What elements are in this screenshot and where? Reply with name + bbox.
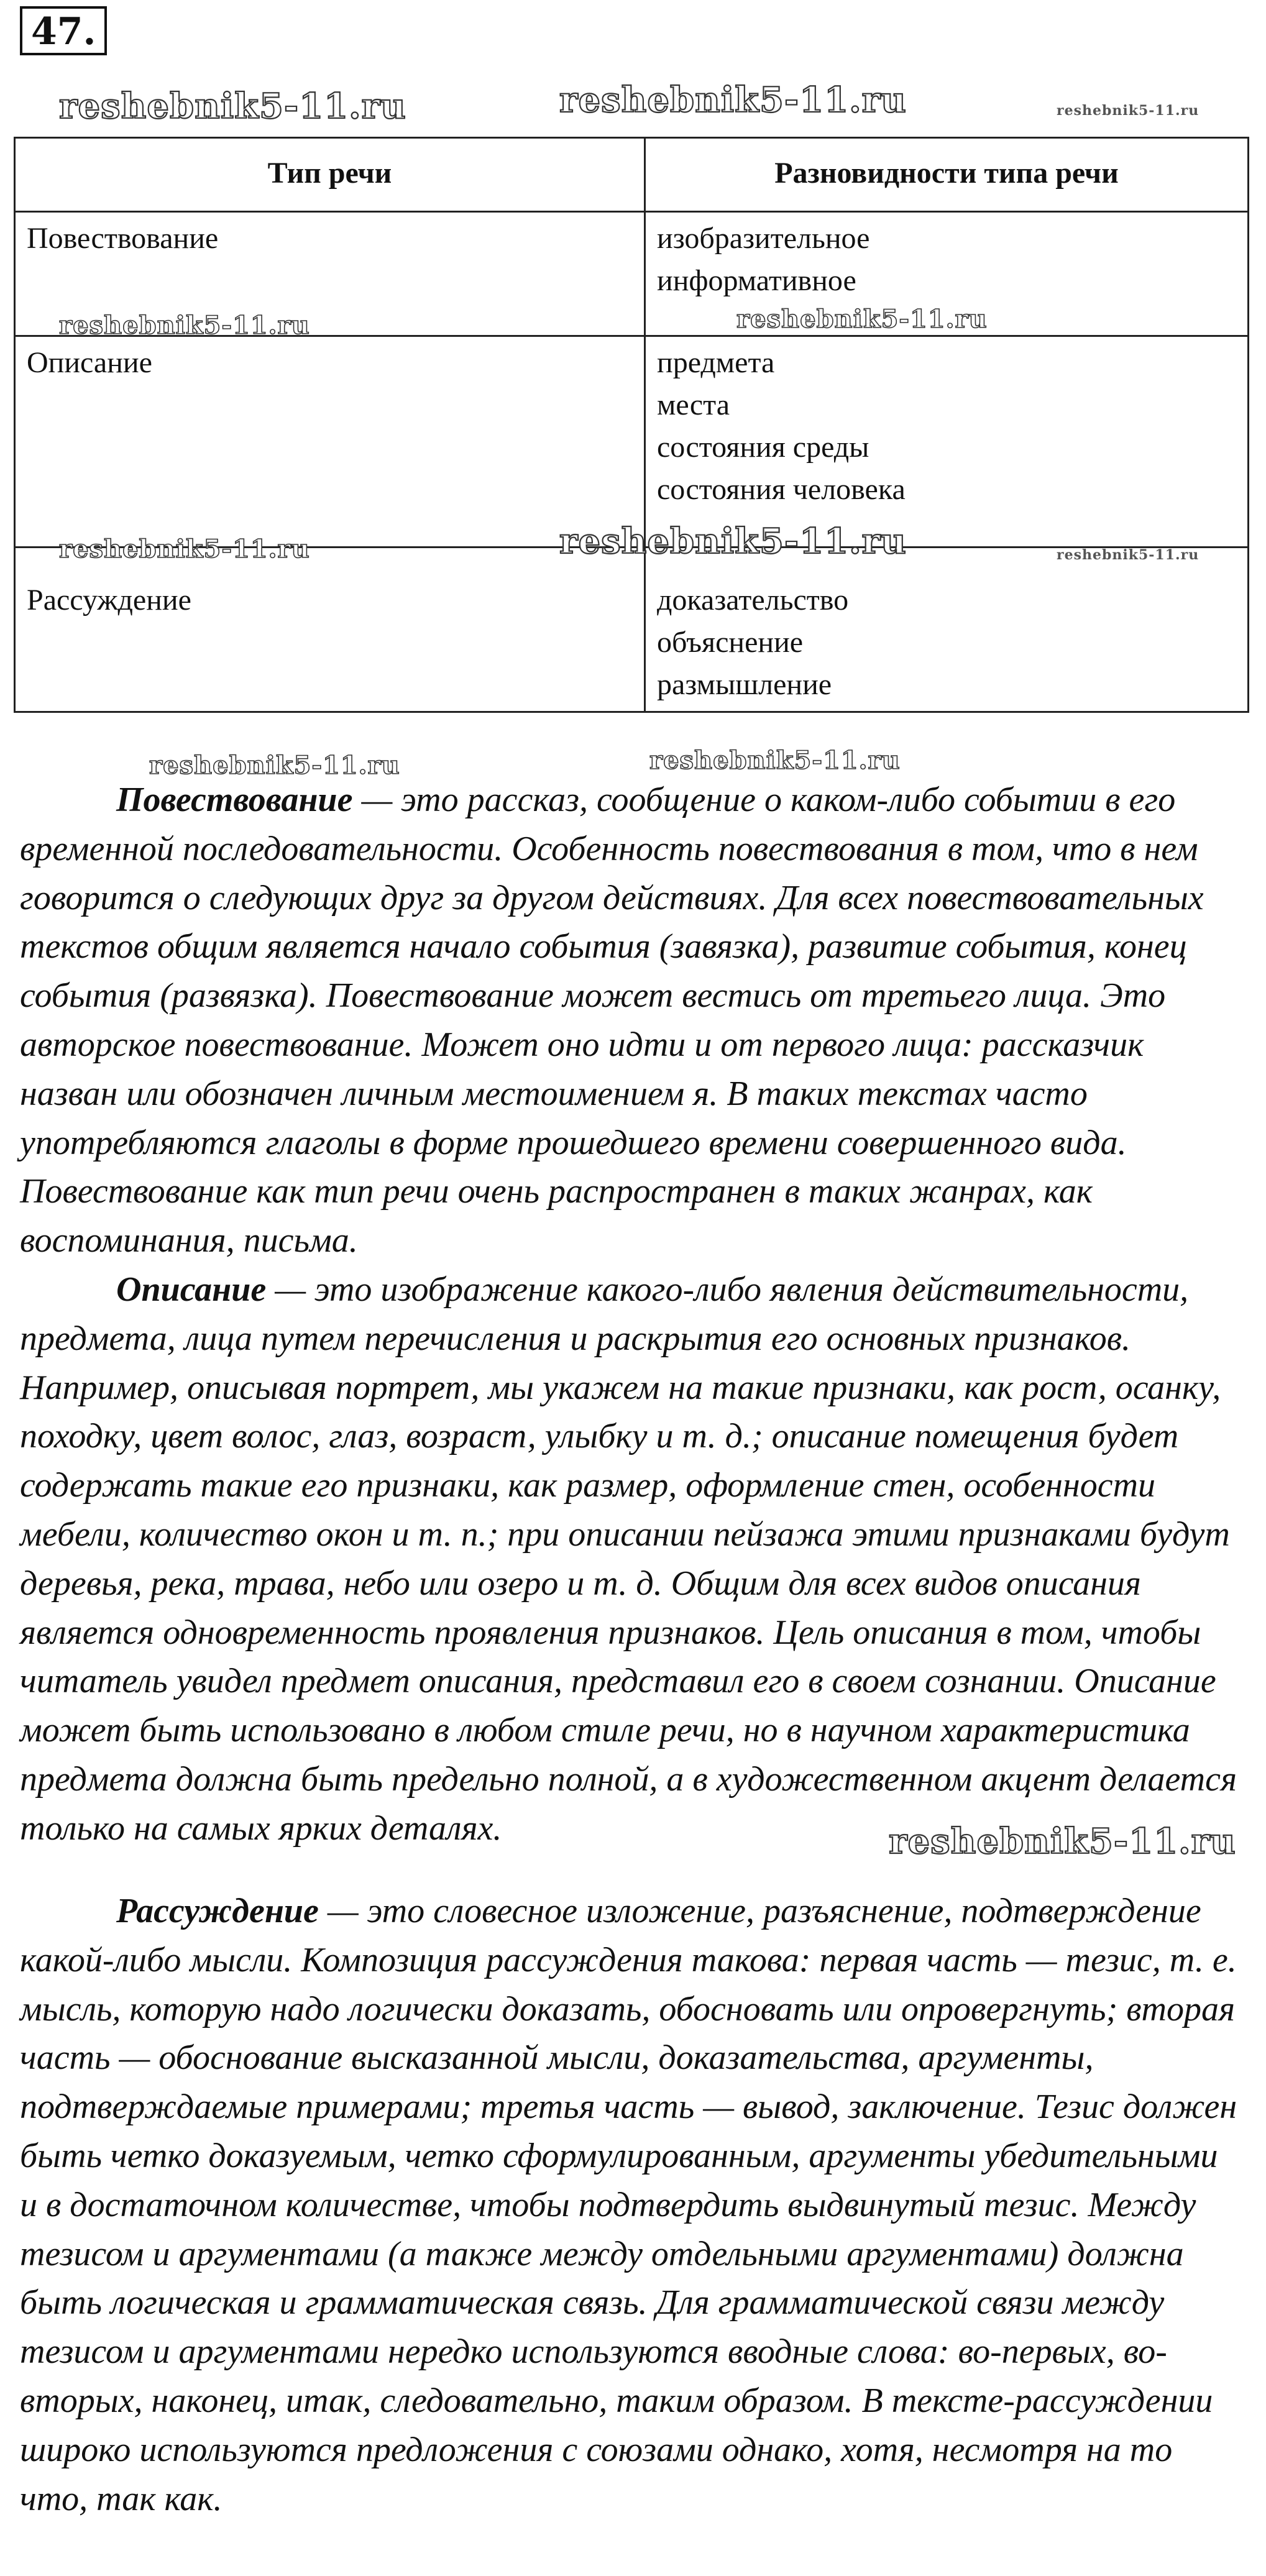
variant-item: изобразительное: [657, 222, 870, 255]
watermark: reshebnik5-11.ru: [649, 746, 901, 775]
watermark: reshebnik5-11.ru: [1057, 547, 1199, 563]
paragraph-text: — это словесное изложение, разъяснение, подтверждение какой-либо мысли. Композиция рассуждения такова: первая часть — тезис, т. е. мысль, которую надо логически доказать, обосновать или опровергнуть; вторая часть — обоснование высказанной мысли, доказательства, аргументы, подтверждаемые примерами; третья часть — вывод, заключение. Тезис должен быть четко доказуемым, четко сформулированным, аргументы убедительными и в достаточном количестве, чтобы подтвердить выдвинутый тезис. Между тезисом и аргументами (а также между отдельными аргументами) должна быть логическая и грамматическая связь. Для грамматической связи между тезисом и аргументами нередко используются вводные слова: во-первых, во-вторых, наконец, итак, следовательно, таким образом. В тексте-рассуждении широко используются предложения с союзами однако, хотя, несмотря на то что, так как.: [20, 1892, 1237, 2518]
table-row: [15, 336, 1249, 548]
watermark: reshebnik5-11.ru: [559, 521, 907, 562]
variant-item: состояния человека: [657, 473, 906, 506]
watermark: reshebnik5-11.ru: [889, 1821, 1236, 1862]
paragraph-text: — это рассказ, сообщение о каком-либо событии в его временной последовательности. Особенность повествования в том, что в нем говорится о следующих друг за другом действиях. Для всех повествовательных текстов общим является начало события (завязка), развитие события, конец события (развязка). Повествование может вестись от третьего лица. Это авторское повествование. Может оно идти и от первого лица: рассказчик назван или обозначен личным местоимением я. В таких текстах часто употребляются глаголы в форме прошедшего времени совершенного вида. Повествование как тип речи очень распространен в таких жанрах, как воспоминания, письма.: [20, 781, 1204, 1260]
paragraph-term: Описание: [116, 1270, 267, 1309]
table-cell-type: Описание: [15, 336, 645, 548]
watermark: reshebnik5-11.ru: [736, 305, 988, 334]
paragraph-text: — это изображение какого-либо явления действительности, предмета, лица путем перечисления и раскрытия его основных признаков. Например, описывая портрет, мы укажем на такие признаки, как рост, осанку, походку, цвет волос, глаз, возраст, улыбку и т. д.; описание помещения будет содержать такие его признаки, как размер, оформление стен, особенности мебели, количество окон и т. п.; при описании пейзажа этими признаками будут деревья, река, трава, небо или озеро и т. д. Общим для всех видов описания является одновременность проявления признаков. Цель описания в том, чтобы читатель увидел предмет описания, представил его в своем сознании. Описание может быть использовано в любом стиле речи, но в научном характеристика предмета должна быть предельно полной, а в художественном акцент делается только на самых ярких деталях.: [20, 1270, 1237, 1848]
paragraph-term: Рассуждение: [116, 1892, 319, 1930]
speech-types-table: [14, 137, 1249, 713]
table-header-row: [15, 138, 1249, 212]
watermark: reshebnik5-11.ru: [59, 311, 310, 340]
paragraph-reasoning: [20, 1887, 1238, 2523]
table-row: [15, 548, 1249, 712]
table-cell-type: Рассуждение: [15, 548, 645, 712]
variant-item: объяснение: [657, 626, 804, 659]
watermark: reshebnik5-11.ru: [559, 80, 907, 121]
table-header-cell: Разновидности типа речи: [645, 138, 1249, 212]
variant-item: размышление: [657, 668, 832, 701]
paragraph-description: [20, 1265, 1238, 1853]
paragraph-narration: [20, 776, 1238, 1265]
watermark: reshebnik5-11.ru: [59, 534, 310, 564]
variant-item: места: [657, 388, 730, 421]
variant-item: состояния среды: [657, 431, 869, 464]
watermark: reshebnik5-11.ru: [59, 86, 406, 127]
table-cell-variants: [645, 336, 1249, 548]
table-header-cell: Тип речи: [15, 138, 645, 212]
variant-item: доказательство: [657, 584, 849, 616]
table-cell-variants: [645, 548, 1249, 712]
variant-item: предмета: [657, 346, 775, 379]
paragraph-term: Повествование: [116, 781, 353, 819]
watermark: reshebnik5-11.ru: [1057, 103, 1199, 119]
watermark: reshebnik5-11.ru: [149, 751, 400, 780]
table-cell-type: Повествование: [15, 212, 645, 336]
variant-item: информативное: [657, 264, 856, 297]
task-number: 47.: [20, 6, 107, 55]
